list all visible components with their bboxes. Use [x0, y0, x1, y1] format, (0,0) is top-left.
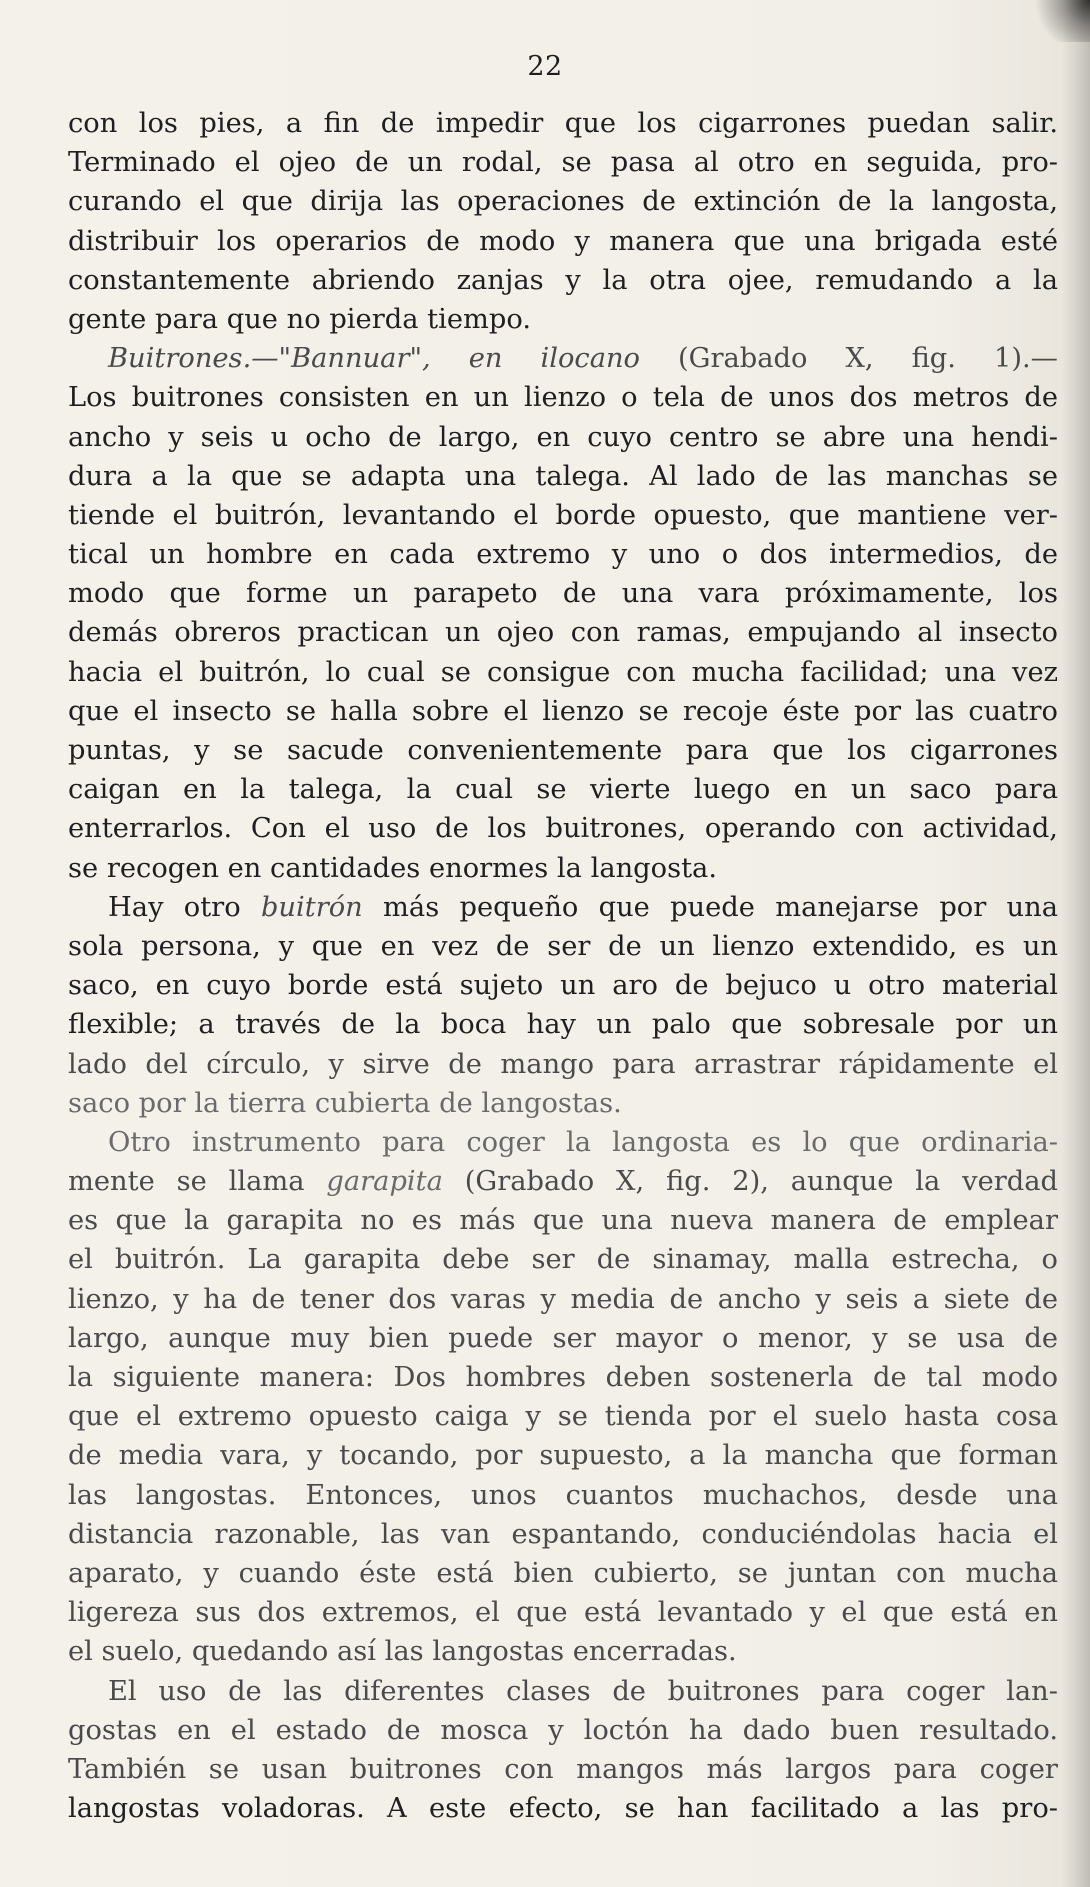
text-line: caigan en la talega, la cual se vierte luego en un saco para	[68, 774, 1058, 806]
text-line: curando el que dirija las operaciones de extinción de la langosta,	[68, 186, 1058, 218]
text-line: demás obreros practican un ojeo con ramas, empujando al insecto	[68, 617, 1058, 649]
text-line: distancia razonable, las van espantando, conduciéndolas hacia el	[68, 1518, 1058, 1550]
text-line: el suelo, quedando así las langostas encerradas.	[68, 1636, 737, 1668]
text-line: También se usan buitrones con mangos más largos para coger	[68, 1753, 1058, 1785]
text-line: ancho y seis u ocho de largo, en cuyo centro se abre una hendi-	[68, 421, 1058, 453]
italic-term: garapita	[326, 1166, 443, 1198]
section-heading-italic: Buitrones.—"Bannuar", en ilocano	[108, 343, 640, 375]
text-line: Los buitrones consisten en un lienzo o tela de unos dos metros de	[68, 382, 1058, 414]
text-line: constantemente abriendo zanjas y la otra ojee, remudando a la	[68, 264, 1058, 296]
section-heading-rest: (Grabado X, fig. 1).—	[639, 343, 1058, 375]
text-line: ligereza sus dos extremos, el que está levantado y el que está en	[68, 1597, 1058, 1629]
text-line: modo que forme un parapeto de una vara próximamente, los	[68, 578, 1058, 610]
text-line: que el insecto se halla sobre el lienzo se recoje éste por las cuatro	[68, 695, 1058, 727]
text-line: las langostas. Entonces, unos cuantos muchachos, desde una	[68, 1479, 1058, 1511]
text-segment: (Grabado X, fig. 2), aunque la verdad	[442, 1166, 1058, 1198]
text-segment: más pequeño que puede manejarse por una	[362, 891, 1058, 923]
text-line	[68, 1162, 1058, 1201]
page-number: 22	[527, 51, 563, 82]
text-line: aparato, y cuando éste está bien cubierto, se juntan con mucha	[68, 1557, 1058, 1589]
text-line: es que la garapita no es más que una nueva manera de emplear	[68, 1205, 1058, 1237]
text-line: tiende el buitrón, levantando el borde opuesto, que mantiene ver-	[68, 499, 1058, 531]
text-segment: mente se llama	[68, 1166, 327, 1198]
italic-term: buitrón	[260, 891, 363, 923]
page-body	[68, 104, 1058, 1828]
text-line: con los pies, a fin de impedir que los cigarrones puedan salir.	[68, 108, 1058, 139]
paragraph-first-line	[68, 888, 1058, 927]
text-segment: Hay otro	[108, 891, 261, 923]
text-line: de media vara, y tocando, por supuesto, a la mancha que forman	[68, 1440, 1058, 1472]
text-line: se recogen en cantidades enormes la langosta.	[68, 852, 718, 884]
text-line: gente para que no pierda tiempo.	[68, 303, 532, 335]
paragraph-first-line: El uso de las diferentes clases de buitrones para coger lan-	[108, 1675, 1058, 1707]
text-line: saco por la tierra cubierta de langostas.	[68, 1087, 622, 1119]
text-line: distribuir los operarios de modo y manera que una brigada esté	[68, 225, 1058, 257]
binding-shadow	[1062, 0, 1090, 1887]
text-line: puntas, y se sacude convenientemente para que los cigarrones	[68, 735, 1058, 766]
text-line: lado del círculo, y sirve de mango para arrastrar rápidamente el	[68, 1048, 1058, 1080]
corner-shadow	[1030, 0, 1090, 42]
paragraph-first-line: Otro instrumento para coger la langosta es lo que ordinaria-	[108, 1126, 1058, 1158]
text-line: largo, aunque muy bien puede ser mayor o menor, y se usa de	[68, 1322, 1058, 1354]
text-line: enterrarlos. Con el uso de los buitrones, operando con actividad,	[68, 813, 1058, 845]
text-line: la siguiente manera: Dos hombres deben sostenerla de tal modo	[68, 1362, 1058, 1393]
text-line: el buitrón. La garapita debe ser de sinamay, malla estrecha, o	[68, 1244, 1058, 1276]
text-line: tical un hombre en cada extremo y uno o dos intermedios, de	[68, 539, 1058, 571]
text-line: dura a la que se adapta una talega. Al lado de las manchas se	[68, 460, 1058, 492]
text-line: Terminado el ojeo de un rodal, se pasa al otro en seguida, pro-	[68, 147, 1058, 179]
text-line: saco, en cuyo borde está sujeto un aro de bejuco u otro material	[68, 970, 1058, 1002]
text-line: flexible; a través de la boca hay un palo que sobresale por un	[68, 1009, 1058, 1041]
text-line: lienzo, y ha de tener dos varas y media de ancho y seis a siete de	[68, 1283, 1058, 1315]
text-line: langostas voladoras. A este efecto, se han facilitado a las pro-	[68, 1793, 1058, 1825]
text-line: sola persona, y que en vez de ser de un lienzo extendido, es un	[68, 930, 1058, 962]
text-line: hacia el buitrón, lo cual se consigue con mucha facilidad; una vez	[68, 656, 1058, 688]
text-line: gostas en el estado de mosca y loctón ha dado buen resultado.	[68, 1714, 1058, 1746]
text-line: que el extremo opuesto caiga y se tienda por el suelo hasta cosa	[68, 1401, 1058, 1433]
section-heading-line	[68, 339, 1058, 378]
